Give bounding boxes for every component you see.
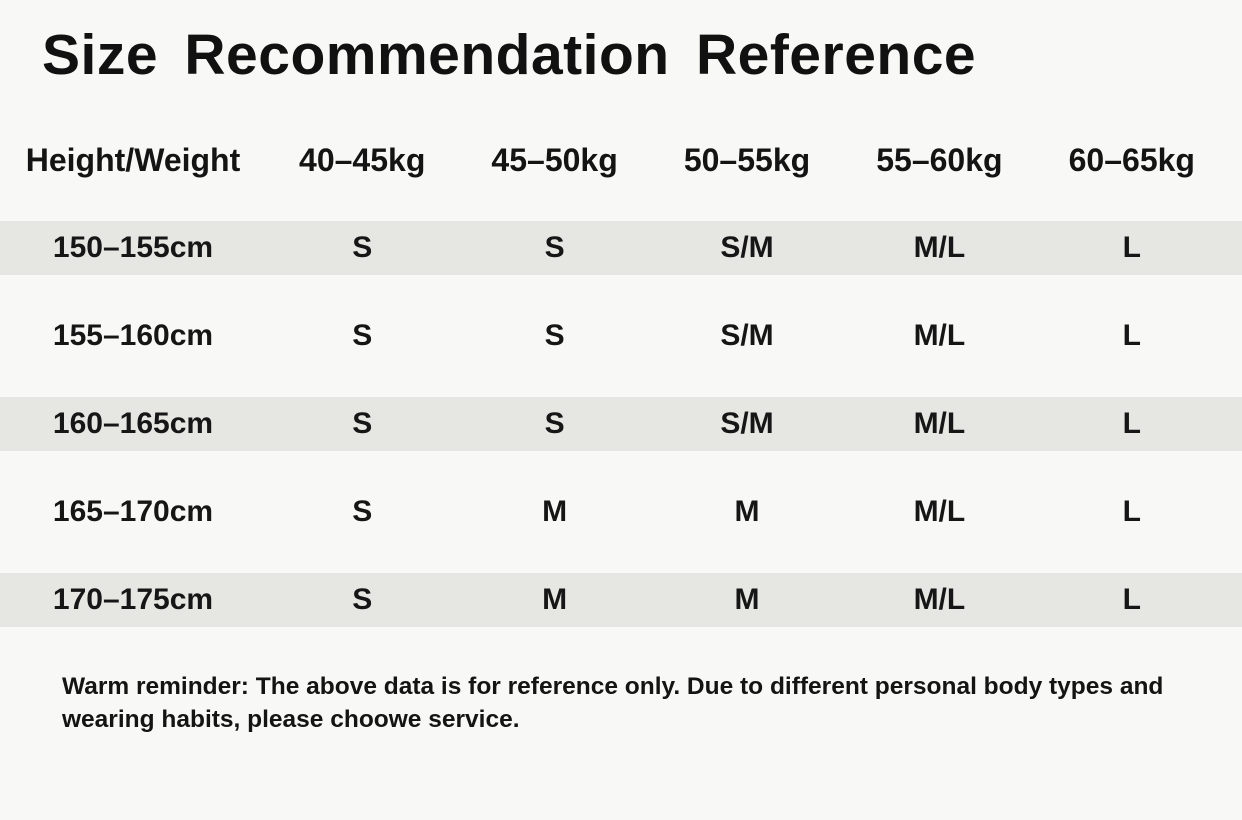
size-cell: S: [352, 495, 373, 528]
size-cell: S: [352, 407, 373, 440]
size-cell: S/M: [720, 319, 774, 352]
column-header-50-55kg: 50–55kg: [683, 141, 811, 178]
size-cell: S: [352, 231, 373, 264]
column-header-60-65kg: 60–65kg: [1068, 141, 1195, 178]
size-cell: M: [734, 495, 760, 528]
size-cell: S: [544, 319, 565, 352]
size-cell: L: [1122, 319, 1141, 352]
page-title: Size Recommendation Reference: [42, 23, 977, 87]
size-cell: M: [542, 583, 568, 616]
table-row: [0, 204, 1242, 292]
height-range-cell: 155–160cm: [52, 319, 214, 352]
size-cell: L: [1122, 407, 1141, 440]
size-cell: S/M: [720, 231, 774, 264]
height-range-cell: 160–165cm: [52, 407, 214, 440]
size-cell: M/L: [913, 495, 966, 528]
size-cell: S/M: [720, 407, 774, 440]
size-cell: S: [544, 231, 565, 264]
size-cell: M: [542, 495, 568, 528]
height-range-cell: 150–155cm: [52, 231, 214, 264]
size-cell: S: [352, 319, 373, 352]
size-cell: L: [1122, 583, 1141, 616]
size-cell: L: [1122, 231, 1141, 264]
size-cell: M/L: [913, 583, 966, 616]
size-cell: L: [1122, 495, 1141, 528]
size-cell: M: [734, 583, 760, 616]
size-recommendation-table: [0, 116, 1242, 644]
height-range-cell: 170–175cm: [52, 583, 214, 616]
warm-reminder-note: Warm reminder: The above data is for reference only. Due to different personal body types and wearing habits, please choowe service.: [62, 673, 1164, 733]
table-row: [0, 380, 1242, 468]
column-header-40-45kg: 40–45kg: [299, 141, 426, 178]
column-header-height-weight: Height/Weight: [25, 141, 241, 178]
table-row: [0, 292, 1242, 380]
table-row: [0, 468, 1242, 556]
table-header-row: [0, 116, 1242, 204]
size-cell: M/L: [913, 319, 966, 352]
column-header-45-50kg: 45–50kg: [491, 141, 618, 178]
table-row: [0, 556, 1242, 644]
height-range-cell: 165–170cm: [52, 495, 214, 528]
size-cell: M/L: [913, 407, 966, 440]
size-cell: S: [352, 583, 373, 616]
column-header-55-60kg: 55–60kg: [876, 141, 1003, 178]
size-cell: M/L: [913, 231, 966, 264]
size-cell: S: [544, 407, 565, 440]
